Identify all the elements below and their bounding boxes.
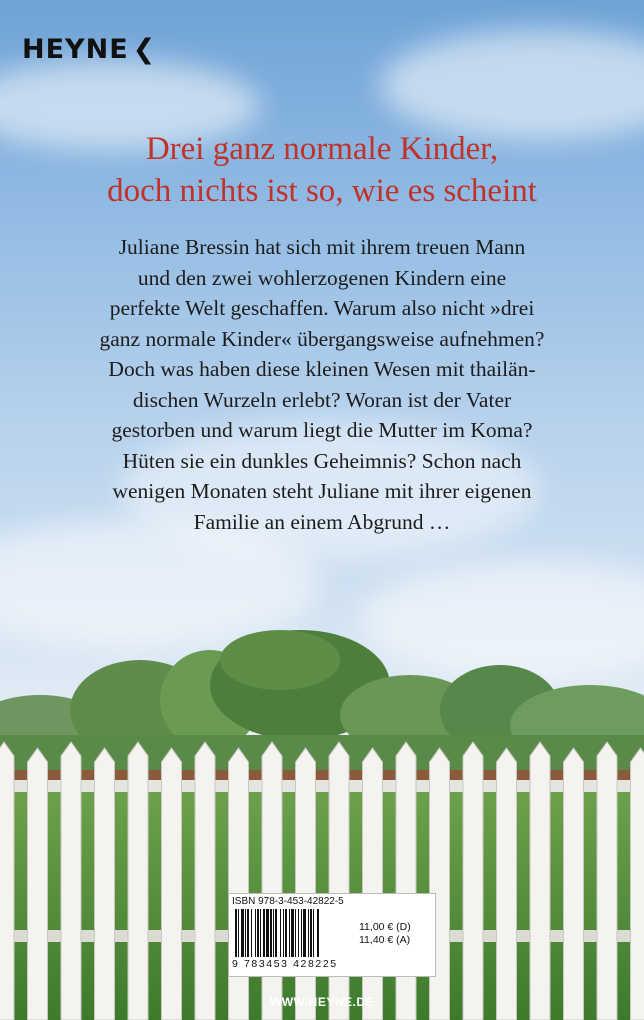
cloud bbox=[380, 30, 644, 140]
barcode-bar bbox=[280, 909, 281, 957]
barcode-bar bbox=[301, 909, 302, 957]
blurb-line: ganz normale Kinder« übergangsweise aufnehmen? bbox=[99, 326, 545, 351]
barcode-bar bbox=[238, 909, 239, 957]
barcode-bar bbox=[270, 909, 272, 957]
fence-picket bbox=[0, 742, 14, 1020]
publisher-website: WWW.HEYNE.DE bbox=[270, 995, 374, 1009]
blurb-line: Hüten sie ein dunkles Geheimnis? Schon nach bbox=[122, 448, 522, 473]
price-list bbox=[359, 921, 411, 947]
barcode-bar bbox=[283, 909, 284, 957]
fence-picket bbox=[396, 742, 416, 1020]
publisher-chevron-icon: ❮ bbox=[132, 34, 157, 65]
barcode-bar bbox=[241, 909, 244, 957]
publisher-logo bbox=[22, 34, 156, 65]
fence-picket bbox=[61, 742, 81, 1020]
barcode-bar bbox=[275, 909, 277, 957]
fence-picket bbox=[530, 742, 550, 1020]
blurb-line: Familie an einem Abgrund … bbox=[193, 509, 451, 534]
barcode-bar bbox=[289, 909, 290, 957]
headline bbox=[0, 128, 644, 212]
fence-picket bbox=[262, 742, 282, 1020]
price-austria: 11,40 € (A) bbox=[359, 934, 411, 946]
fence-picket bbox=[430, 748, 450, 1020]
fence-picket bbox=[564, 748, 584, 1020]
blurb-text bbox=[60, 232, 584, 537]
barcode-bar bbox=[303, 909, 306, 957]
barcode-bar bbox=[308, 909, 309, 957]
blurb-line: perfekte Welt geschaffen. Warum also nicht »drei bbox=[109, 296, 535, 320]
fence-picket bbox=[195, 742, 215, 1020]
barcode-bar bbox=[310, 909, 312, 957]
fence-picket bbox=[597, 742, 617, 1020]
fence-picket bbox=[229, 748, 249, 1020]
barcode-bar bbox=[263, 909, 265, 957]
fence-picket bbox=[128, 742, 148, 1020]
barcode-bar bbox=[235, 909, 237, 957]
fence-picket bbox=[497, 748, 517, 1020]
barcode-bar bbox=[313, 909, 314, 957]
barcode-bar bbox=[245, 909, 246, 957]
barcode-label bbox=[228, 893, 436, 977]
blurb-line: gestorben und warum liegt die Mutter im Koma? bbox=[111, 418, 533, 442]
barcode-image bbox=[235, 909, 353, 957]
barcode-bar bbox=[257, 909, 259, 957]
fence-picket bbox=[296, 748, 316, 1020]
barcode-bar bbox=[298, 909, 299, 957]
fence-picket bbox=[28, 748, 48, 1020]
barcode-bar bbox=[255, 909, 256, 957]
fence-picket bbox=[95, 748, 115, 1020]
isbn-text: ISBN 978-3-453-42822-5 bbox=[232, 896, 344, 907]
headline-line: Drei ganz normale Kinder, bbox=[145, 131, 499, 167]
price-germany: 11,00 € (D) bbox=[359, 921, 411, 933]
barcode-bar bbox=[285, 909, 287, 957]
barcode-bar bbox=[295, 909, 296, 957]
barcode-bar bbox=[266, 909, 269, 957]
blurb-line: dischen Wurzeln erlebt? Woran ist der Vater bbox=[132, 387, 512, 412]
blurb-line: Juliane Bressin hat sich mit ihrem treuen Mann bbox=[118, 235, 526, 259]
barcode-bar bbox=[317, 909, 319, 957]
barcode-bar bbox=[251, 909, 252, 957]
blurb-line: und den zwei wohlerzogenen Kindern eine bbox=[137, 265, 507, 290]
barcode-bar bbox=[291, 909, 294, 957]
publisher-name: HEYNE bbox=[22, 34, 129, 65]
barcode-bar bbox=[247, 909, 249, 957]
blurb-line: wenigen Monaten steht Juliane mit ihrer eigenen bbox=[112, 479, 532, 503]
fence-picket bbox=[162, 748, 182, 1020]
fence-picket bbox=[631, 748, 644, 1020]
fence-picket bbox=[363, 748, 383, 1020]
fence-picket bbox=[463, 742, 483, 1020]
barcode-bar bbox=[273, 909, 274, 957]
blurb-line: Doch was haben diese kleinen Wesen mit thailän- bbox=[108, 357, 536, 381]
fence-picket bbox=[329, 742, 349, 1020]
barcode-bar bbox=[260, 909, 261, 957]
headline-line: doch nichts ist so, wie es scheint bbox=[107, 173, 537, 209]
barcode-digits: 9 783453 428225 bbox=[232, 958, 338, 970]
